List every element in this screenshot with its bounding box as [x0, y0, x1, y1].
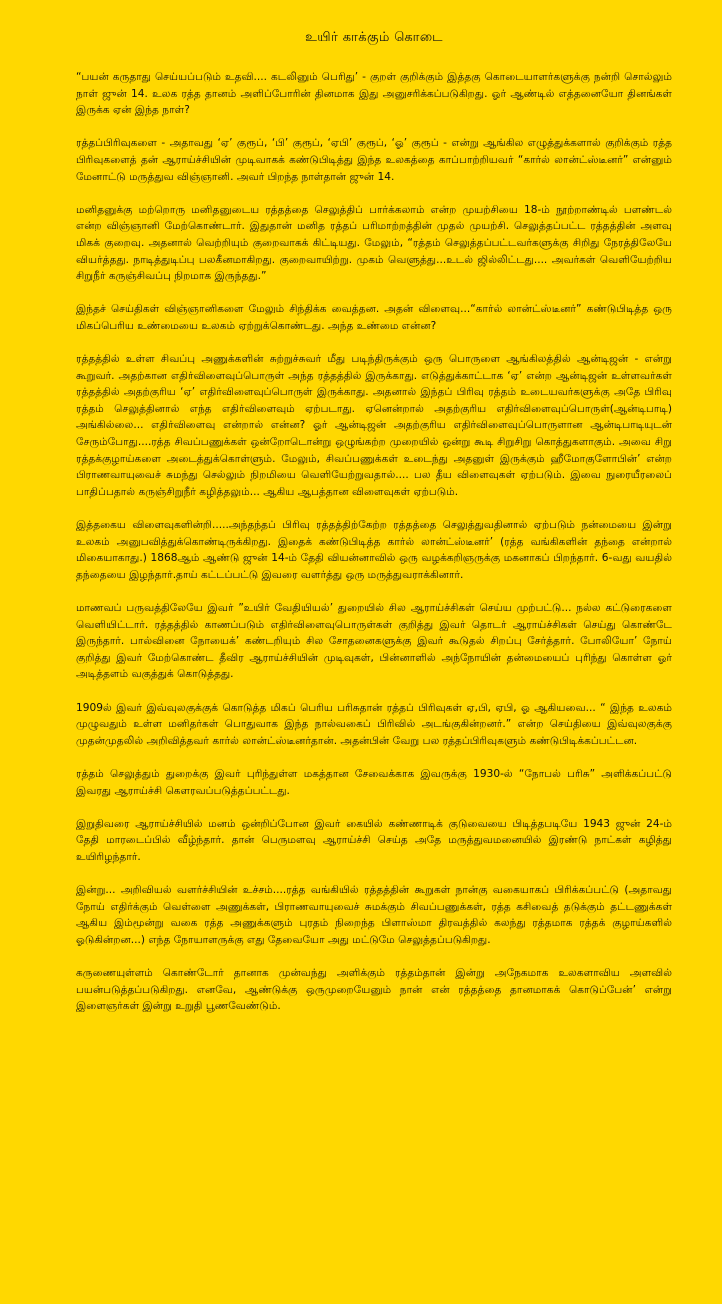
paragraph-biography: இத்தகைய விளைவுகளின்றி.....அந்தந்தப் பிரிவு ரத்தத்திற்கேற்ற ரத்தத்தை செலுத்துவதினால் ஏற்படும் நன்மையை இன்று உலகம் அனுபவித்துக்கொண்டிருக்கிறது. இதைக் கண்டுபிடித்த கார்ல் லான்ட்ஸ்டீனர்’ (ரத்த வங்கிகளின் தந்தை என்றால் மிகையாகாது.) 1868ஆம் ஆண்டு ஜுன் 14-ம் தேதி வியன்னாவில் ஒரு வழக்கறிஞருக்கு மகனாகப் பிறந்தார். 6-வது வயதில் தந்தையை இழந்தார்.தாய் கட்டப்பட்டு இவரை வளர்த்து ஒரு மருத்துவராக்கினார். — [76, 519, 672, 581]
paragraph-research: மாணவப் பருவத்திலேயே இவர் ”உயிர் வேதியியல்’ துறையில் சில ஆராய்ச்சிகள் செய்ய முற்பட்டு... நல்ல கட்டுரைகளை வெளியிட்டார். ரத்தத்தில் காணப்படும் எதிர்விளைவுபொருள்கள் குறித்து இவர் தொடர் ஆராய்ச்சிகள் செய்து கொண்டே இருந்தார். பால்வினை நோயைக்’ கண்டறியும் சில சோதனைகளுக்கு இவர் கூடுதல் சிறப்பு சேர்த்தார். போலியோ’ நோய் குறித்து இவர் மேற்கொண்ட தீவிர ஆராய்ச்சியின் முடிவுகள், பின்னாளில் அந்நோயின் தன்மையைப் புரிந்து கொள்ள ஓர் அடித்தளம் வகுத்துக் கொடுத்தது. — [76, 602, 672, 681]
paragraph-discovery: இந்தச் செய்திகள் விஞ்ஞானிகளை மேலும் சிந்திக்க வைத்தன. அதன் விளைவு...“கார்ல் லான்ட்ஸ்டீனர்” கண்டுபிடித்த ஒரு மிகப்பெரிய உண்மையை உலகம் ஏற்றுக்கொண்டது. அந்த உண்மை என்ன? — [76, 303, 672, 332]
paragraph-death: இறுதிவரை ஆராய்ச்சியில் மனம் ஒன்றிப்போன இவர் கையில் கண்ணாடிக் குடுவையை பிடித்தபடியே 1943 ஜுன் 24-ம் தேதி மாரடைப்பில் வீழ்ந்தார். தான் பெருமளவு ஆராய்ச்சி செய்த அதே மருத்துவமனையில் இரண்டு நாட்கள் கழித்து உயிரிழந்தார். — [76, 817, 672, 863]
paragraph-today: இன்று... அறிவியல் வளர்ச்சியின் உச்சம்....ரத்த வங்கியில் ரத்தத்தின் கூறுகள் நான்கு வகையாகப் பிரிக்கப்பட்டு (அதாவது நோய் எதிர்க்கும் வெள்ளை அணுக்கள், பிராணவாயுவைச் சுமக்கும் சிவப்பணுக்கள், ரத்த கசிவைத் தடுக்கும் தட்டணுக்கள் ஆகிய இம்மூன்று வகை ரத்த அணுக்களும் புரதம் நிறைந்த பிளாஸ்மா திரவத்தில் கலந்து ரத்தமாக ரத்தக் குழாய்களில் ஓடுகின்றன...) எந்த நோயாளருக்கு எது தேவையோ அது மட்டுமே செலுத்தப்படுகிறது. — [76, 884, 672, 946]
paragraph-1909: 1909ல் இவர் இவ்வுலகுக்குக் கொடுத்த மிகப் பெரிய பரிசுதான் ரத்தப் பிரிவுகள் ஏ,பி, ஏபி, ஓ ஆகியவை... “ இந்த உலகம் முழுவதும் உள்ள மனிதர்கள் பொதுவாக இந்த நால்வகைப் பிரிவில் அடங்குகின்றனர்.” என்ற செய்தியை இவ்வுலகுக்கு முதன்முதலில் அறிவித்தவர் கார்ல் லான்ட்ஸ்டீனர்தான். அதன்பின் வேறு பல ரத்தப்பிரிவுகளும் கண்டுபிடிக்கப்பட்டன. — [76, 701, 672, 747]
paragraph-nobel: ரத்தம் செலுத்தும் துறைக்கு இவர் புரிந்துள்ள மகத்தான சேவைக்காக இவருக்கு 1930-ல் “நோபல் பரிசு” அளிக்கப்பட்டு இவரது ஆராய்ச்சி கௌரவப்படுத்தப்பட்டது. — [76, 767, 672, 797]
page-title: உயிர் காக்கும் கொடை — [305, 30, 443, 45]
paragraph-blood-groups: ரத்தப்பிரிவுகளை - அதாவது ‘ஏ’ குரூப், ‘பி’ குரூப், ‘ஏபி’ குரூப், ‘ஓ’ குரூப் - என்று ஆங்கில எழுத்துக்களால் குறிக்கும் ரத்த பிரிவுகளைத் தன் ஆராய்ச்சியின் முடிவாகக் கண்டுபிடித்து இந்த உலகத்தை காப்பாற்றியவர் “கார்ல் லான்ட்ஸ்டீனர்” என்னும் மேனாட்டு மருத்துவ விஞ்ஞானி. அவர் பிறந்த நாள்தான் ஜுன் 14. — [76, 137, 672, 183]
paragraph-antigen: ரத்தத்தில் உள்ள சிவப்பு அணுக்களின் சுற்றுச்சுவர் மீது படிந்திருக்கும் ஒரு பொருளை ஆங்கிலத்தில் ஆன்டிஜன் - என்று கூறுவர். அதற்கான எதிர்விளைவுப்பொருள் அந்த ரத்தத்தில் இருக்காது. எடுத்துக்காட்டாக ‘ஏ’ என்ற ஆன்டிஜன் உள்ளவர்கள் ரத்தத்தில் அதற்குரிய ‘ஏ’ எதிர்விளைவுப்பொருள் இருக்காது. அதனால் இந்தப் பிரிவு ரத்தம் உடையவர்களுக்கு அதே பிரிவு ரத்தம் செலுத்தினால் எந்த எதிர்விளைவும் ஏற்படாது. ஏனென்றால் அதற்குரிய எதிர்விளைவுப்பொருள்(ஆன்டிபாடி) அங்கில்லை... எதிர்விளைவு என்றால் என்ன? ஓர் ஆன்டிஜன் அதற்குரிய எதிர்விளைவுப்பொருளான ஆன்டிபாடியுடன் சேரும்போது....ரத்த சிவப்பணுக்கள் ஒன்றோடொன்று ஒழுங்கற்ற முறையில் ஒன்று கூடி சிறுசிறு கொத்துகளாகும். அவை சிறு ரத்தக்குழாய்களை அடைத்துக்கொள்ளும். மேலும், சிவப்பணுக்கள் உடைந்து அதனுள் இருக்கும் ஹீமோகுளோபின்’ என்ற பிராணவாயுவைச் சுமந்து செல்லும் நிறமியை வெளியேற்றுவதால்.... பல தீய விளைவுகள் ஏற்படும். இவை நுரையீரலைப் பாதிப்பதால் கருஞ்சிறுநீர் கழித்தலும்... ஆகிய ஆபத்தான விளைவுகள் ஏற்படும். — [76, 353, 672, 498]
paragraph-conclusion: கருணையுள்ளம் கொண்டோர் தானாக முன்வந்து அளிக்கும் ரத்தம்தான் இன்று அநேகமாக உலகளாவிய அளவில் பயன்படுத்தப்படுகிறது. எனவே, ஆண்டுக்கு ஒருமுறையேனும் நான் என் ரத்தத்தை தானமாகக் கொடுப்பேன்’ என்று இளைஞர்கள் இன்று உறுதி பூணவேண்டும். — [76, 967, 672, 1013]
paragraph-intro: “பயன் கருதாது செய்யப்படும் உதவி.... கடலினும் பெரிது’ - குறள் குறிக்கும் இத்தகு கொடையாளர்களுக்கு நன்றி சொல்லும் நாள் ஜுன் 14. உலக ரத்த தானம் அளிப்போரின் தினமாக இது அனுசரிக்கப்படுகிறது. ஓர் ஆண்டில் எத்தனையோ தினங்கள் இருக்க ஏன் இந்த நாள்? — [76, 71, 672, 117]
paragraph-first-transfusion: மனிதனுக்கு மற்றொரு மனிதனுடைய ரத்தத்தை செலுத்திப் பார்க்கலாம் என்ற முயற்சியை 18-ம் நூற்றாண்டில் பளண்டல் என்ற விஞ்ஞானி மேற்கொண்டார். இதுதான் மனித ரத்தப் பரிமாற்றத்தின் முதல் முயற்சி. செலுத்தப்பட்ட ரத்தத்தின் அளவு மிகக் குறைவு. அதனால் வெற்றியும் குறைவாகக் கிட்டியது. மேலும், “ரத்தம் செலுத்தப்பட்டவர்களுக்கு சிறிது நேரத்திலேயே வியர்த்தது. நாடித்துடிப்பு பலகீனமாகிறது. குறைவாயிற்று. முகம் வெளுத்து...உடல் ஜில்லிட்டது.... அவர்கள் வெளியேற்றிய சிறுநீர் கருஞ்சிவப்பு நிறமாக இருந்தது.” — [76, 203, 672, 283]
